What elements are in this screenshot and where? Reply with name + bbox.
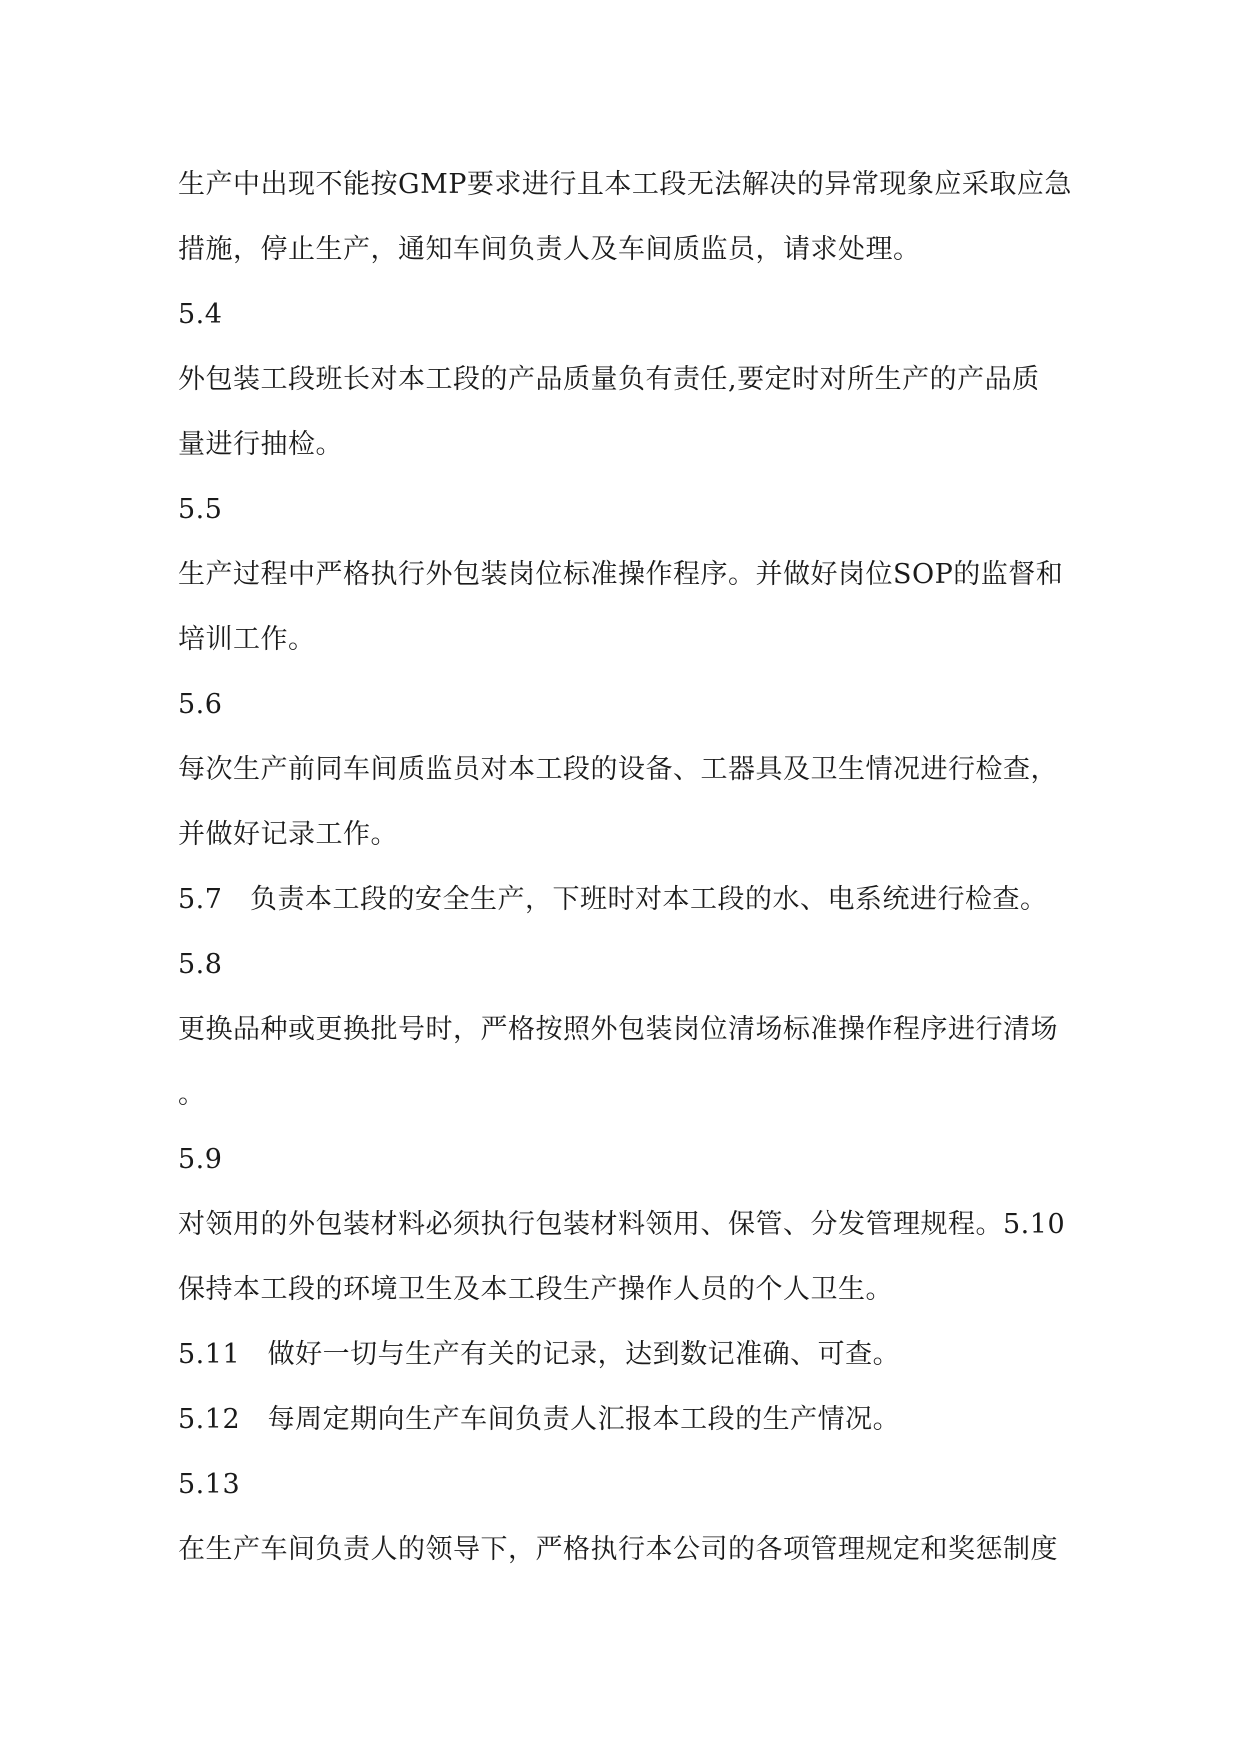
text-line: 5.11 做好一切与生产有关的记录，达到数记准确、可查。 [178, 1339, 901, 1370]
text-line: 培训工作。 [178, 624, 316, 655]
text-line: 并做好记录工作。 [178, 819, 398, 850]
text-line: 5.8 [178, 949, 223, 980]
text-line: 更换品种或更换批号时，严格按照外包装岗位清场标准操作程序进行清场 [178, 1014, 1058, 1045]
text-line: 。 [178, 1079, 206, 1110]
text-line: 5.6 [178, 689, 223, 720]
text-line: 保持本工段的环境卫生及本工段生产操作人员的个人卫生。 [178, 1274, 893, 1305]
text-line: 生产过程中严格执行外包装岗位标准操作程序。并做好岗位SOP的监督和 [178, 559, 1064, 590]
document-body [178, 152, 1118, 1582]
text-line: 5.5 [178, 494, 223, 525]
text-line: 量进行抽检。 [178, 429, 343, 460]
text-line: 外包装工段班长对本工段的产品质量负有责任,要定时对所生产的产品质 [178, 364, 1040, 395]
text-line: 5.12 每周定期向生产车间负责人汇报本工段的生产情况。 [178, 1404, 901, 1435]
text-line: 5.7 负责本工段的安全生产，下班时对本工段的水、电系统进行检查。 [178, 884, 1048, 915]
text-line: 对领用的外包装材料必须执行包装材料领用、保管、分发管理规程。5.10 [178, 1209, 1066, 1240]
text-line: 在生产车间负责人的领导下，严格执行本公司的各项管理规定和奖惩制度 [178, 1534, 1058, 1565]
text-line: 生产中出现不能按GMP要求进行且本工段无法解决的异常现象应采取应急 [178, 169, 1072, 200]
text-line: 5.13 [178, 1469, 241, 1500]
text-line: 每次生产前同车间质监员对本工段的设备、工器具及卫生情况进行检查， [178, 754, 1058, 785]
text-line: 措施，停止生产，通知车间负责人及车间质监员，请求处理。 [178, 234, 921, 265]
text-line: 5.4 [178, 299, 223, 330]
text-line: 5.9 [178, 1144, 223, 1175]
